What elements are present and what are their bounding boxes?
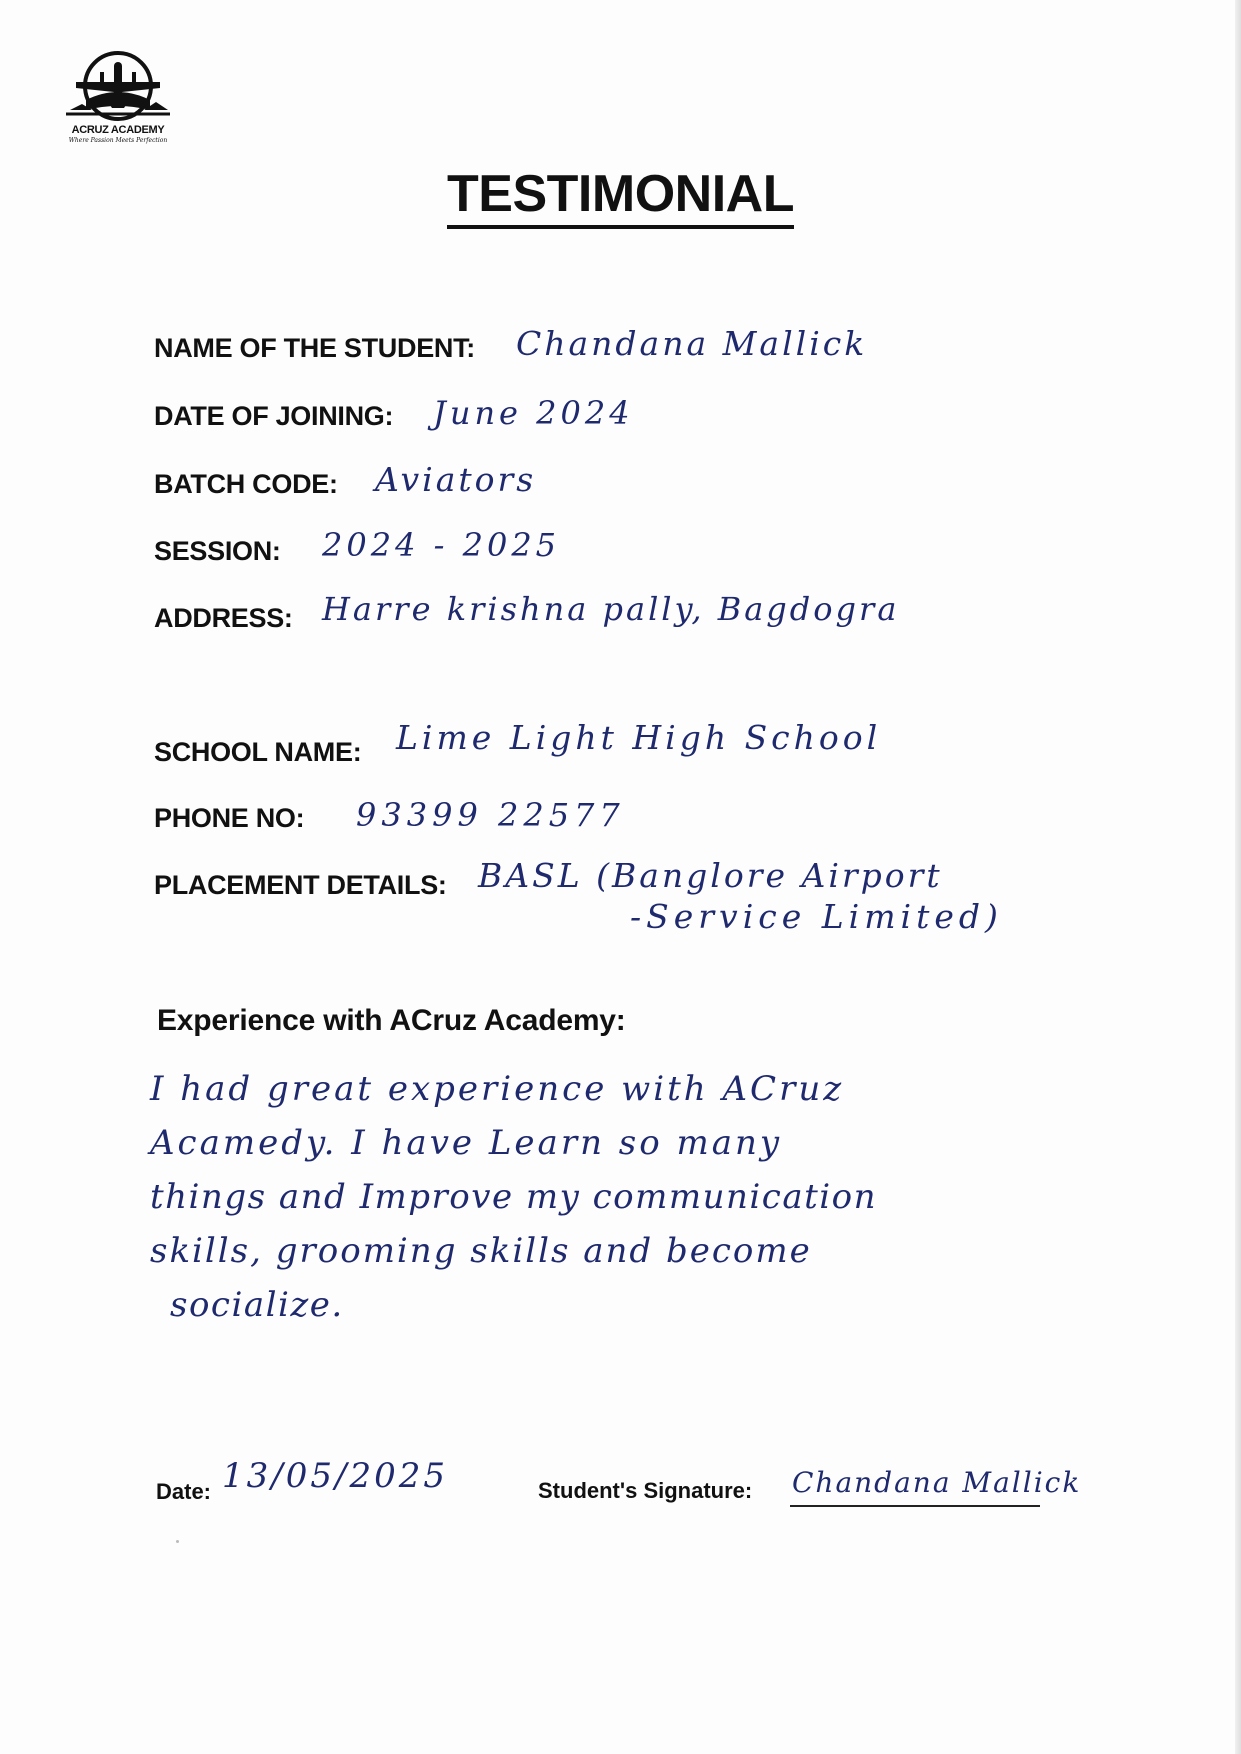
phone-no-label: PHONE NO:: [154, 803, 305, 833]
experience-line: I had great experience with ACruz: [150, 1069, 845, 1109]
date-label: Date:: [156, 1479, 212, 1504]
experience-line: socialize.: [170, 1285, 344, 1325]
placement-details-value-line2: -Service Limited): [630, 897, 1003, 936]
batch-code-label: BATCH CODE:: [154, 469, 338, 499]
experience-line: things and Improve my communication: [150, 1177, 878, 1217]
logo-name: ACRUZ ACADEMY: [71, 124, 165, 136]
date-of-joining-label: DATE OF JOINING:: [154, 401, 394, 431]
placement-details-label: PLACEMENT DETAILS:: [154, 870, 447, 900]
phone-no-value: 93399 22577: [356, 796, 625, 834]
page-title-text: TESTIMONIAL: [447, 165, 794, 229]
signature-label: Student's Signature:: [538, 1478, 753, 1503]
address-label: ADDRESS:: [154, 603, 293, 633]
experience-heading: Experience with ACruz Academy:: [157, 1004, 626, 1037]
airplane-globe-icon: [56, 44, 180, 128]
school-name-value: Lime Light High School: [396, 718, 882, 757]
page-title: [0, 164, 1241, 224]
session-value: 2024 - 2025: [322, 526, 561, 564]
date-of-joining-value: June 2024: [433, 394, 634, 432]
student-name-value: Chandana Mallick: [516, 324, 868, 363]
paper-speck: [176, 1540, 179, 1543]
school-name-label: SCHOOL NAME:: [154, 737, 362, 767]
date-value: 13/05/2025: [222, 1456, 448, 1496]
signature-line: [790, 1505, 1040, 1507]
student-name-label: NAME OF THE STUDENT:: [154, 333, 475, 363]
acruz-academy-logo: [56, 44, 180, 156]
experience-text: [150, 1062, 877, 1332]
experience-line: Acamedy. I have Learn so many: [150, 1123, 783, 1163]
paper-edge: [1235, 0, 1241, 1754]
batch-code-value: Aviators: [375, 460, 537, 499]
logo-tagline: Where Passion Meets Perfection: [68, 137, 168, 144]
placement-details-value-line1: BASL (Banglore Airport: [478, 856, 943, 895]
address-value: Harre krishna pally, Bagdogra: [322, 590, 900, 628]
signature-value: Chandana Mallick: [792, 1466, 1082, 1499]
session-label: SESSION:: [154, 536, 281, 566]
experience-line: skills, grooming skills and become: [150, 1231, 812, 1271]
